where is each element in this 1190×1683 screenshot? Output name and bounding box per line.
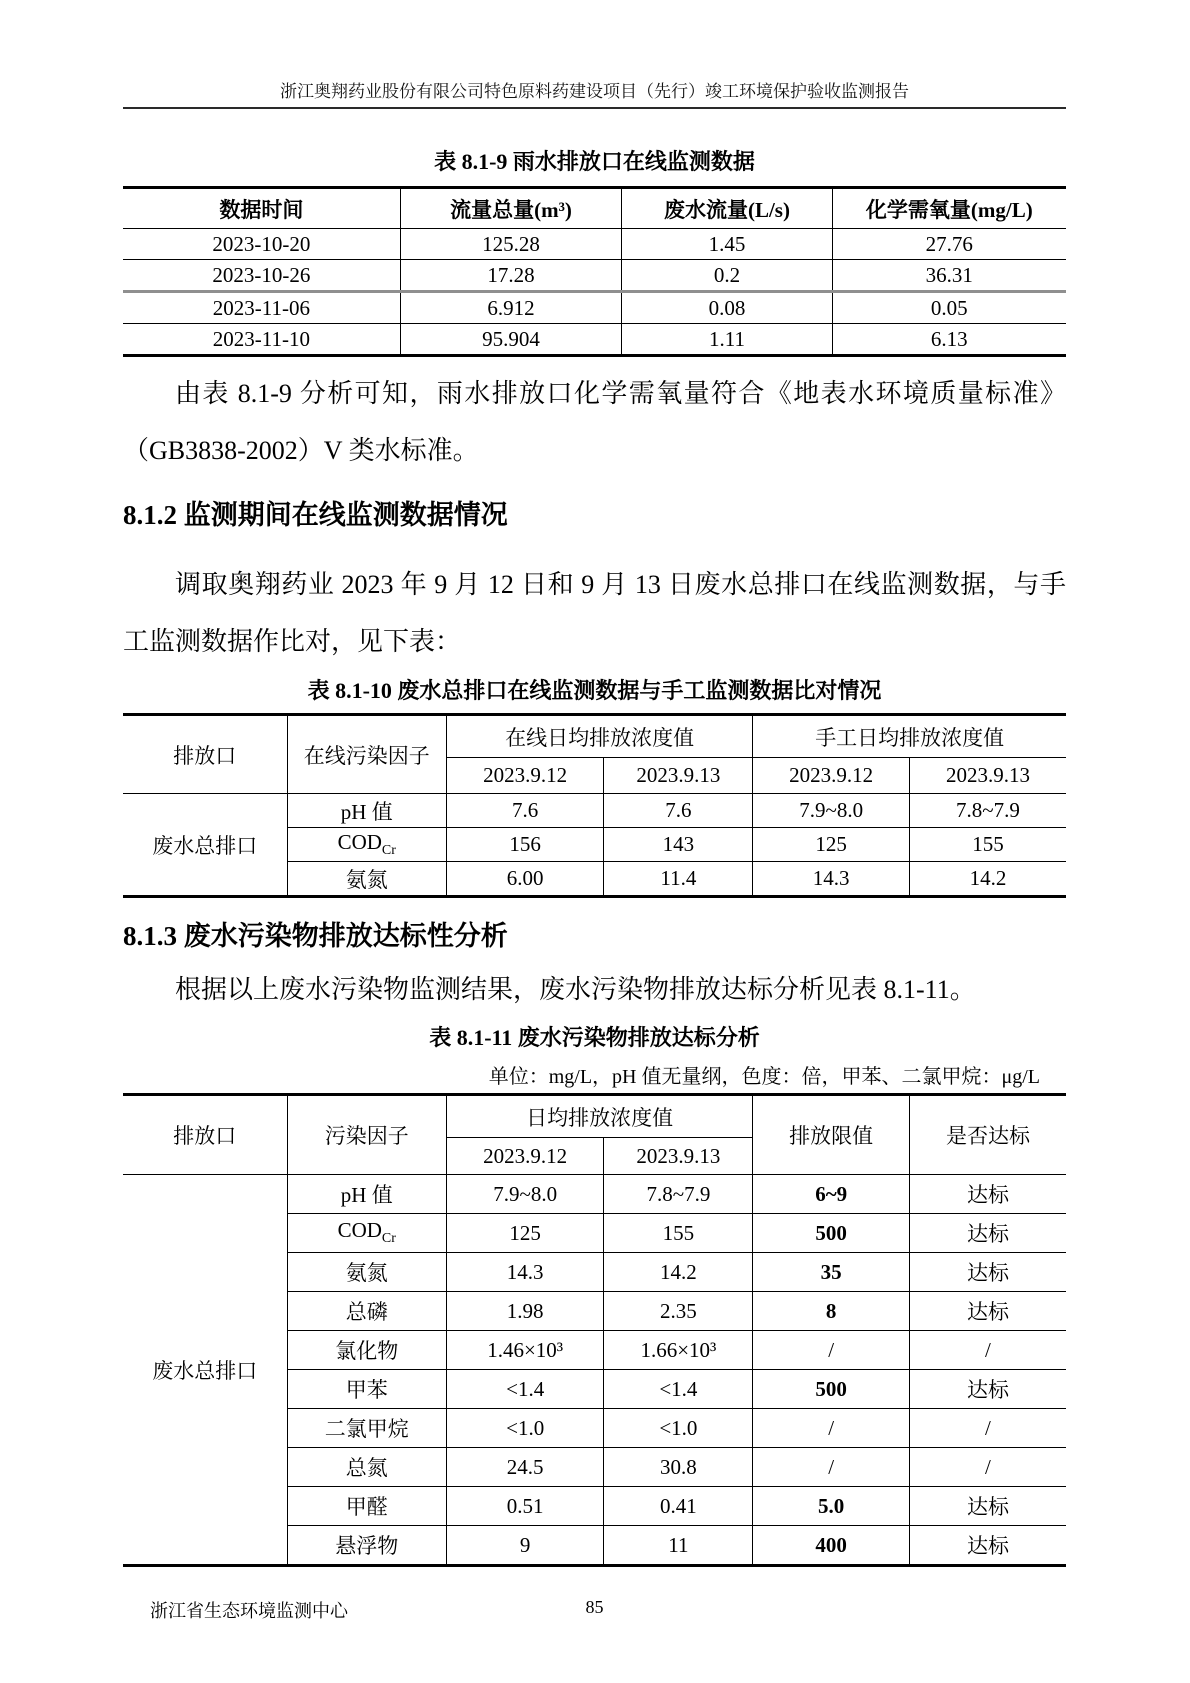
cell: 14.3: [753, 862, 910, 897]
cell: 27.76: [832, 229, 1066, 260]
cell-limit: 5.0: [753, 1487, 910, 1526]
col-header-date: 2023.9.12: [446, 1138, 603, 1175]
cell-result: 达标: [909, 1292, 1066, 1331]
cell: 9: [446, 1526, 603, 1566]
table-row: [123, 188, 1066, 229]
col-header-total-flow: 流量总量(m³): [400, 188, 622, 229]
cod-subscript: Cr: [381, 1231, 396, 1247]
cell-factor: 氨氮: [287, 1253, 446, 1292]
table-row: [123, 1095, 1066, 1138]
page-number: 85: [585, 1597, 604, 1617]
col-header-cod: 化学需氧量(mg/L): [832, 188, 1066, 229]
group-header-manual-daily: 手工日均排放浓度值: [753, 715, 1066, 758]
col-header-date: 2023.9.12: [446, 758, 603, 794]
cell-factor: 二氯甲烷: [287, 1409, 446, 1448]
cell: 143: [604, 828, 753, 862]
cell: 95.904: [400, 324, 622, 356]
cell-factor: 悬浮物: [287, 1526, 446, 1566]
table-row: [123, 324, 1066, 356]
cell-factor: 甲醛: [287, 1487, 446, 1526]
cell-limit: /: [753, 1448, 910, 1487]
col-header-online-factor: 在线污染因子: [287, 715, 446, 794]
cell: 1.45: [622, 229, 832, 260]
cell-result: 达标: [909, 1253, 1066, 1292]
cell-result: 达标: [909, 1526, 1066, 1566]
table-row: [123, 260, 1066, 292]
col-header-compliance: 是否达标: [909, 1095, 1066, 1175]
cell-factor: pH 值: [287, 794, 446, 828]
cell: 7.9~8.0: [446, 1175, 603, 1214]
cell-outlet: 废水总排口: [123, 794, 287, 897]
cell: 0.08: [622, 292, 832, 324]
unit-note: 单位：mg/L，pH 值无量纲，色度：倍，甲苯、二氯甲烷：μg/L: [488, 1066, 1040, 1088]
cell: 1.46×10³: [446, 1331, 603, 1370]
cell: 2023-10-20: [123, 229, 400, 260]
cell-result: 达标: [909, 1370, 1066, 1409]
table-row: [123, 292, 1066, 324]
cell-result: /: [909, 1409, 1066, 1448]
cell: 155: [604, 1214, 753, 1253]
cell: 0.2: [622, 260, 832, 292]
cell-result: /: [909, 1448, 1066, 1487]
col-header-wastewater-flow: 废水流量(L/s): [622, 188, 832, 229]
cell: 0.51: [446, 1487, 603, 1526]
cell-limit: 400: [753, 1526, 910, 1566]
cell-limit: 8: [753, 1292, 910, 1331]
table-rain-monitoring: [123, 186, 1066, 357]
cell: 1.11: [622, 324, 832, 356]
cell-outlet: 废水总排口: [123, 1175, 287, 1566]
table-online-vs-manual: [123, 713, 1066, 898]
cell: <1.4: [446, 1370, 603, 1409]
cell: <1.4: [604, 1370, 753, 1409]
col-header-date: 2023.9.13: [909, 758, 1066, 794]
cell-factor: 甲苯: [287, 1370, 446, 1409]
paragraph-rain-analysis: 由表 8.1-9 分析可知，雨水排放口化学需氧量符合《地表水环境质量标准》（GB3838-2002）V 类水标准。: [123, 379, 1066, 465]
col-header-limit: 排放限值: [753, 1095, 910, 1175]
page-header-title: 浙江奥翔药业股份有限公司特色原料药建设项目（先行）竣工环境保护验收监测报告: [280, 82, 909, 101]
cell: 14.3: [446, 1253, 603, 1292]
cell: <1.0: [446, 1409, 603, 1448]
paragraph-standard-analysis: 根据以上废水污染物监测结果，废水污染物排放达标分析见表 8.1-11。: [175, 975, 976, 1004]
cell: 2023-11-10: [123, 324, 400, 356]
col-header-date: 2023.9.13: [604, 758, 753, 794]
page-content: [123, 0, 1066, 1621]
cell-result: 达标: [909, 1214, 1066, 1253]
cell-result: /: [909, 1331, 1066, 1370]
cell: 125: [753, 828, 910, 862]
table-row: [123, 229, 1066, 260]
cell-factor: pH 值: [287, 1175, 446, 1214]
section-heading-8-1-3: 8.1.3 废水污染物排放达标性分析: [123, 921, 508, 951]
table-row: [123, 1175, 1066, 1214]
cell: 0.41: [604, 1487, 753, 1526]
cell: 14.2: [909, 862, 1066, 897]
page-footer: [123, 1597, 1066, 1621]
table-standard-title: 表 8.1-11 废水污染物排放达标分析: [429, 1025, 760, 1050]
col-header-factor: 污染因子: [287, 1095, 446, 1175]
cell-result: 达标: [909, 1487, 1066, 1526]
cell: 30.8: [604, 1448, 753, 1487]
table-rain-title: 表 8.1-9 雨水排放口在线监测数据: [434, 149, 755, 174]
cell-limit: /: [753, 1331, 910, 1370]
cell-limit: 6~9: [753, 1175, 910, 1214]
cell: <1.0: [604, 1409, 753, 1448]
cell: 125.28: [400, 229, 622, 260]
footer-organization: 浙江省生态环境监测中心: [150, 1601, 348, 1621]
cell: 11: [604, 1526, 753, 1566]
paragraph-online-data: 调取奥翔药业 2023 年 9 月 12 日和 9 月 13 日废水总排口在线监测数据，与手工监测数据作比对，见下表：: [123, 570, 1066, 656]
group-header-daily-concentration: 日均排放浓度值: [446, 1095, 752, 1138]
cell-factor: 氨氮: [287, 862, 446, 897]
cell: 7.6: [604, 794, 753, 828]
cell: 0.05: [832, 292, 1066, 324]
cell-factor: [287, 828, 446, 862]
cell-factor: 氯化物: [287, 1331, 446, 1370]
cell: 156: [446, 828, 603, 862]
cell-limit: 500: [753, 1370, 910, 1409]
cell: 36.31: [832, 260, 1066, 292]
cell: 7.9~8.0: [753, 794, 910, 828]
col-header-datetime: 数据时间: [123, 188, 400, 229]
col-header-date: 2023.9.12: [753, 758, 910, 794]
cell: 2023-11-06: [123, 292, 400, 324]
cell: 6.912: [400, 292, 622, 324]
cell: 7.6: [446, 794, 603, 828]
cell: 6.00: [446, 862, 603, 897]
section-heading-8-1-2: 8.1.2 监测期间在线监测数据情况: [123, 500, 508, 530]
cell-factor: [287, 1214, 446, 1253]
cell: 2.35: [604, 1292, 753, 1331]
cell: 1.66×10³: [604, 1331, 753, 1370]
cell-limit: 35: [753, 1253, 910, 1292]
col-header-date: 2023.9.13: [604, 1138, 753, 1175]
cell: 14.2: [604, 1253, 753, 1292]
group-header-online-daily: 在线日均排放浓度值: [446, 715, 752, 758]
cell: 11.4: [604, 862, 753, 897]
cod-subscript: Cr: [381, 843, 396, 859]
cell-result: 达标: [909, 1175, 1066, 1214]
cell: 125: [446, 1214, 603, 1253]
table-compare-title: 表 8.1-10 废水总排口在线监测数据与手工监测数据比对情况: [307, 678, 882, 703]
cell-limit: /: [753, 1409, 910, 1448]
cell-factor: 总磷: [287, 1292, 446, 1331]
cell: 7.8~7.9: [909, 794, 1066, 828]
cell-factor: 总氮: [287, 1448, 446, 1487]
cod-label: COD: [337, 829, 382, 854]
cell: 2023-10-26: [123, 260, 400, 292]
cod-label: COD: [337, 1218, 382, 1243]
cell: 6.13: [832, 324, 1066, 356]
cell: 155: [909, 828, 1066, 862]
table-row: [123, 794, 1066, 828]
cell: 24.5: [446, 1448, 603, 1487]
cell: 7.8~7.9: [604, 1175, 753, 1214]
table-row: [123, 715, 1066, 758]
header-rule: [123, 107, 1066, 109]
table-discharge-compliance: [123, 1093, 1066, 1567]
col-header-outlet: 排放口: [123, 715, 287, 794]
cell-limit: 500: [753, 1214, 910, 1253]
col-header-outlet: 排放口: [123, 1095, 287, 1175]
cell: 17.28: [400, 260, 622, 292]
cell: 1.98: [446, 1292, 603, 1331]
